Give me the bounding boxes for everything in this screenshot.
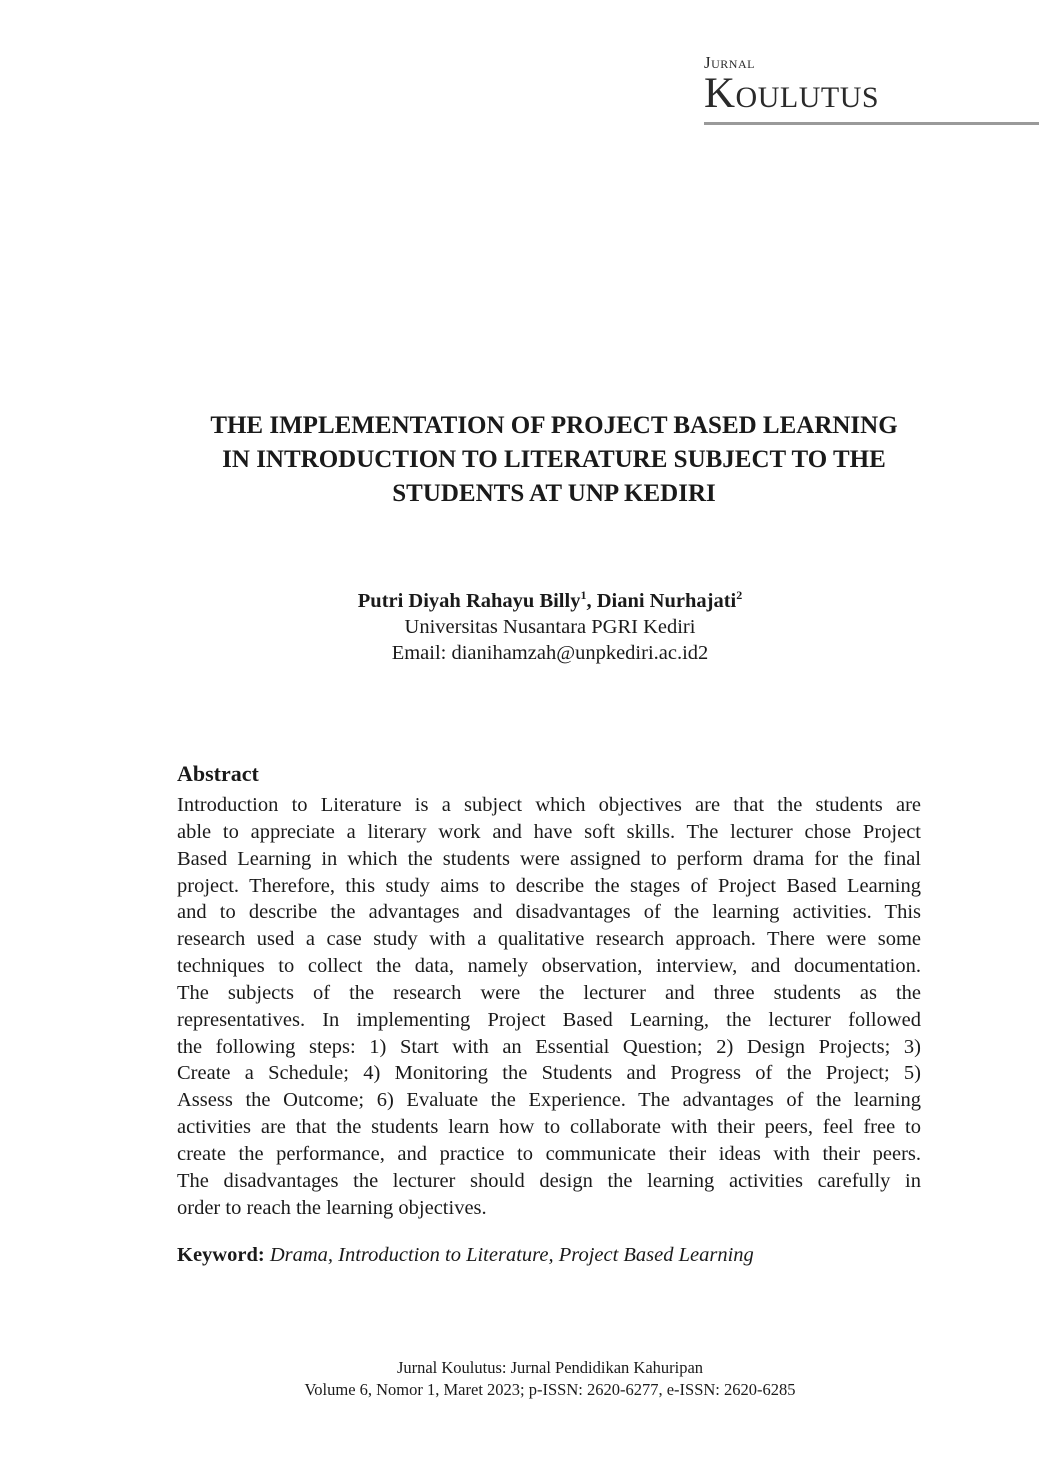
- keyword-line: [177, 1242, 754, 1268]
- abstract-line: The subjects of the research were the lecturer and three students as the: [177, 981, 921, 1004]
- abstract-line: project. Therefore, this study aims to describe the stages of Project Based Learning: [177, 874, 921, 897]
- abstract-line: research used a case study with a qualitative research approach. There were some: [177, 928, 921, 951]
- author-name: Diani Nurhajati: [596, 590, 737, 612]
- abstract-line: activities are that the students learn how to collaborate with their peers, feel free to: [177, 1116, 921, 1139]
- keyword-label: Keyword:: [177, 1244, 265, 1266]
- abstract-line: Based Learning in which the students were assigned to perform drama for the final: [177, 847, 921, 870]
- affiliation: Universitas Nusantara PGRI Kediri: [404, 616, 696, 638]
- keyword-values: Drama, Introduction to Literature, Project Based Learning: [269, 1244, 754, 1266]
- journal-logo-label: Jurnal: [704, 53, 755, 72]
- abstract-body: [177, 792, 921, 1222]
- journal-logo-name: Koulutus: [704, 70, 880, 117]
- abstract-line: order to reach the learning objectives.: [177, 1196, 487, 1219]
- author-affiliation-marker: 1: [580, 588, 587, 603]
- abstract-line: representatives. In implementing Project Based Learning, the lecturer followed: [177, 1008, 921, 1031]
- footer-journal-name: Jurnal Koulutus: Jurnal Pendidikan Kahuripan: [396, 1358, 704, 1377]
- footer-issue-info: Volume 6, Nomor 1, Maret 2023; p-ISSN: 2620-6277, e-ISSN: 2620-6285: [304, 1380, 796, 1399]
- abstract-line: Introduction to Literature is a subject which objectives are that the students are: [177, 794, 921, 816]
- header-rule: [704, 122, 1039, 125]
- author-name: Putri Diyah Rahayu Billy: [357, 590, 581, 612]
- abstract-line: The disadvantages the lecturer should design the learning activities carefully in: [177, 1169, 921, 1192]
- journal-logo: [704, 54, 1004, 116]
- abstract-line: and to describe the advantages and disadvantages of the learning activities. This: [177, 901, 921, 924]
- author-affiliation-marker: 2: [736, 588, 743, 603]
- abstract-line: Assess the Outcome; 6) Evaluate the Experience. The advantages of the learning: [177, 1089, 921, 1112]
- email: Email: dianihamzah@unpkediri.ac.id2: [391, 642, 709, 664]
- abstract-line: the following steps: 1) Start with an Essential Question; 2) Design Projects; 3): [177, 1035, 921, 1058]
- page-footer: [150, 1357, 950, 1401]
- title-line: IN INTRODUCTION TO LITERATURE SUBJECT TO THE: [222, 446, 886, 473]
- abstract-line: create the performance, and practice to communicate their ideas with their peers.: [177, 1142, 921, 1165]
- author-block: [150, 588, 950, 666]
- title-line: STUDENTS AT UNP KEDIRI: [392, 480, 716, 507]
- author-separator: ,: [586, 590, 597, 612]
- abstract-line: techniques to collect the data, namely observation, interview, and documentation.: [177, 955, 921, 978]
- abstract-heading: Abstract: [177, 761, 259, 786]
- title-line: THE IMPLEMENTATION OF PROJECT BASED LEARNING: [210, 412, 898, 439]
- abstract-line: able to appreciate a literary work and have soft skills. The lecturer chose Project: [177, 820, 921, 843]
- paper-title: [120, 409, 988, 511]
- author-names: [150, 588, 950, 614]
- abstract-line: Create a Schedule; 4) Monitoring the Students and Progress of the Project; 5): [177, 1062, 921, 1085]
